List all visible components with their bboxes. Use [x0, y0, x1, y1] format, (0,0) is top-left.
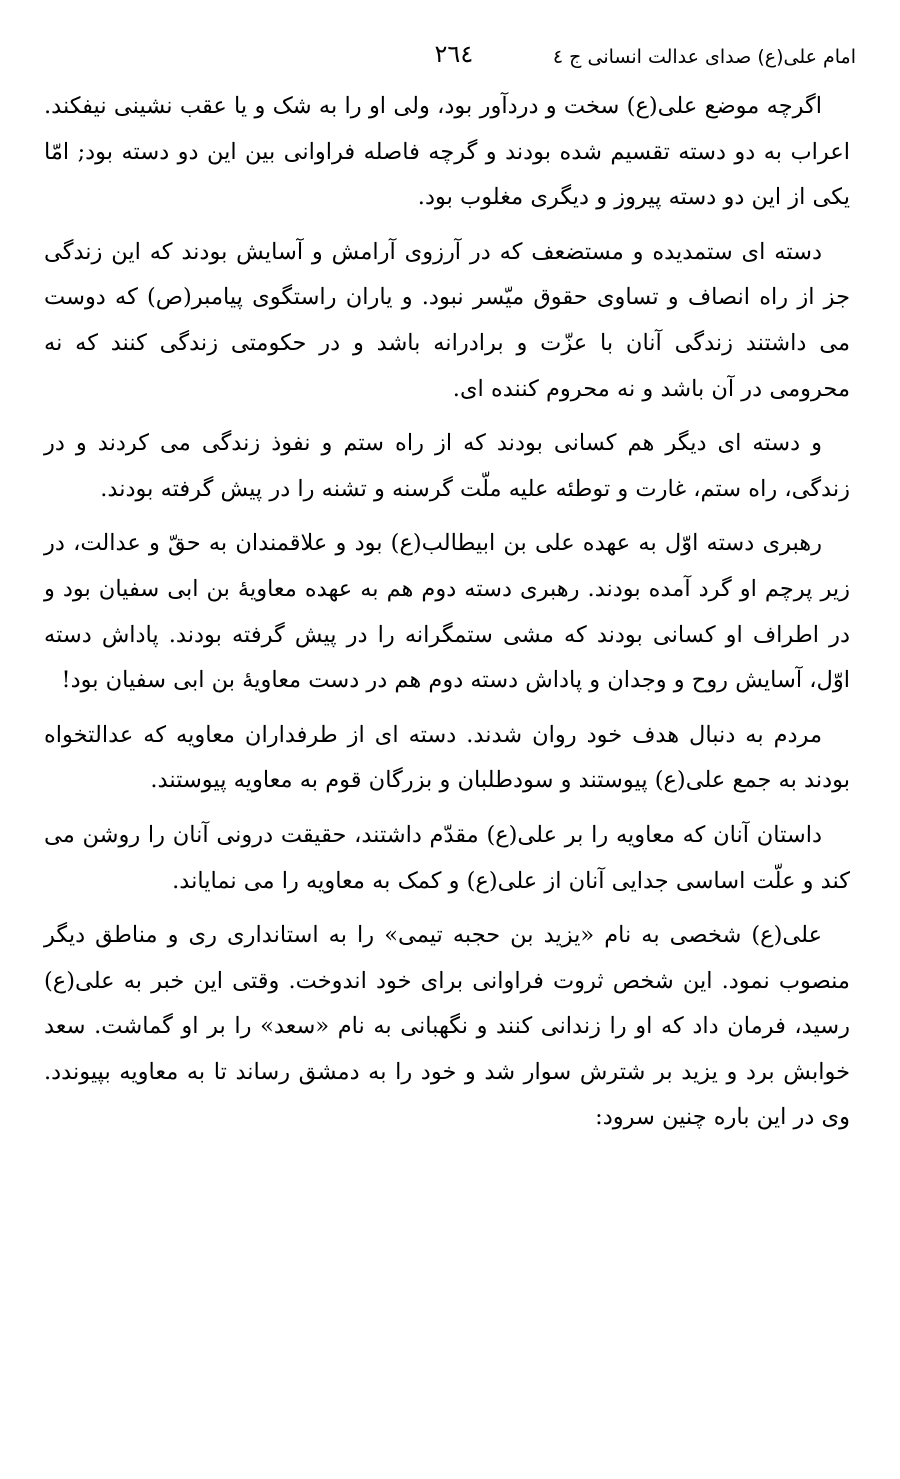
paragraph-1: اگرچه موضع علی(ع) سخت و دردآور بود، ولی او را به شک و یا عقب نشینی نیفکند. اعراب به دو دسته تقسیم شده بودند و گرچه فاصله فراوانی بین این دو دسته بود; امّا یکی از این دو دسته پیروز و دیگری مغلوب بود. [44, 93, 850, 211]
page-number: ٢٦٤ [434, 40, 474, 68]
body-text [44, 84, 850, 1150]
paragraph-5: مردم به دنبال هدف خود روان شدند. دسته ای از طرفداران معاویه که عدالتخواه بودند به جمع علی(ع) پیوستند و سودطلبان و بزرگان قوم به معاویه پیوستند. [44, 721, 850, 794]
header-title: امام علی(ع) صدای عدالت انسانی ج ٤ [552, 46, 856, 68]
paragraph-2: دسته ای ستمدیده و مستضعف که در آرزوی آرامش و آسایش بودند که این زندگی جز از راه انصاف و تساوی حقوق میّسر نبود. و یاران راستگوی پیامبر(ص) که دوست می داشتند زندگی آنان با عزّت و برادرانه باشد و در حکومتی زندگی کنند که نه محرومی در آن باشد و نه محروم کننده ای. [44, 238, 850, 402]
paragraph-3: و دسته ای دیگر هم کسانی بودند که از راه ستم و نفوذ زندگی می کردند و در زندگی، راه ستم، غارت و توطئه علیه ملّت گرسنه و تشنه را در پیش گرفته بودند. [44, 430, 850, 502]
paragraph-4: رهبری دسته اوّل به عهده علی بن ابیطالب(ع) بود و علاقمندان به حقّ و عدالت، در زیر پرچم او گرد آمده بودند. رهبری دسته دوم هم به عهده معاویهٔ بن ابی سفیان بود و در اطراف او کسانی بودند که مشی ستمگرانه را در پیش گرفته بودند. پاداش دسته اوّل، آسایش روح و وجدان و پاداش دسته دوم هم در دست معاویهٔ بن ابی سفیان بود! [44, 530, 850, 694]
paragraph-7: علی(ع) شخصی به نام «یزید بن حجبه تیمی» را به استانداری ری و مناطق دیگر منصوب نمود. این شخص ثروت فراوانی برای خود اندوخت. وقتی این خبر به علی(ع) رسید، فرمان داد که او را زندانی کنند و نگهبانی به نام «سعد» را بر او گماشت. سعد خوابش برد و یزید بر شترش سوار شد و خود را به دمشق رساند تا به معاویه بپیوندد. وی در این باره چنین سرود: [44, 922, 850, 1131]
paragraph-6: داستان آنان که معاویه را بر علی(ع) مقدّم داشتند، حقیقت درونی آنان را روشن می کند و علّت اساسی جدایی آنان از علی(ع) و کمک به معاویه را می نمایاند. [44, 821, 850, 894]
running-header [44, 40, 856, 76]
